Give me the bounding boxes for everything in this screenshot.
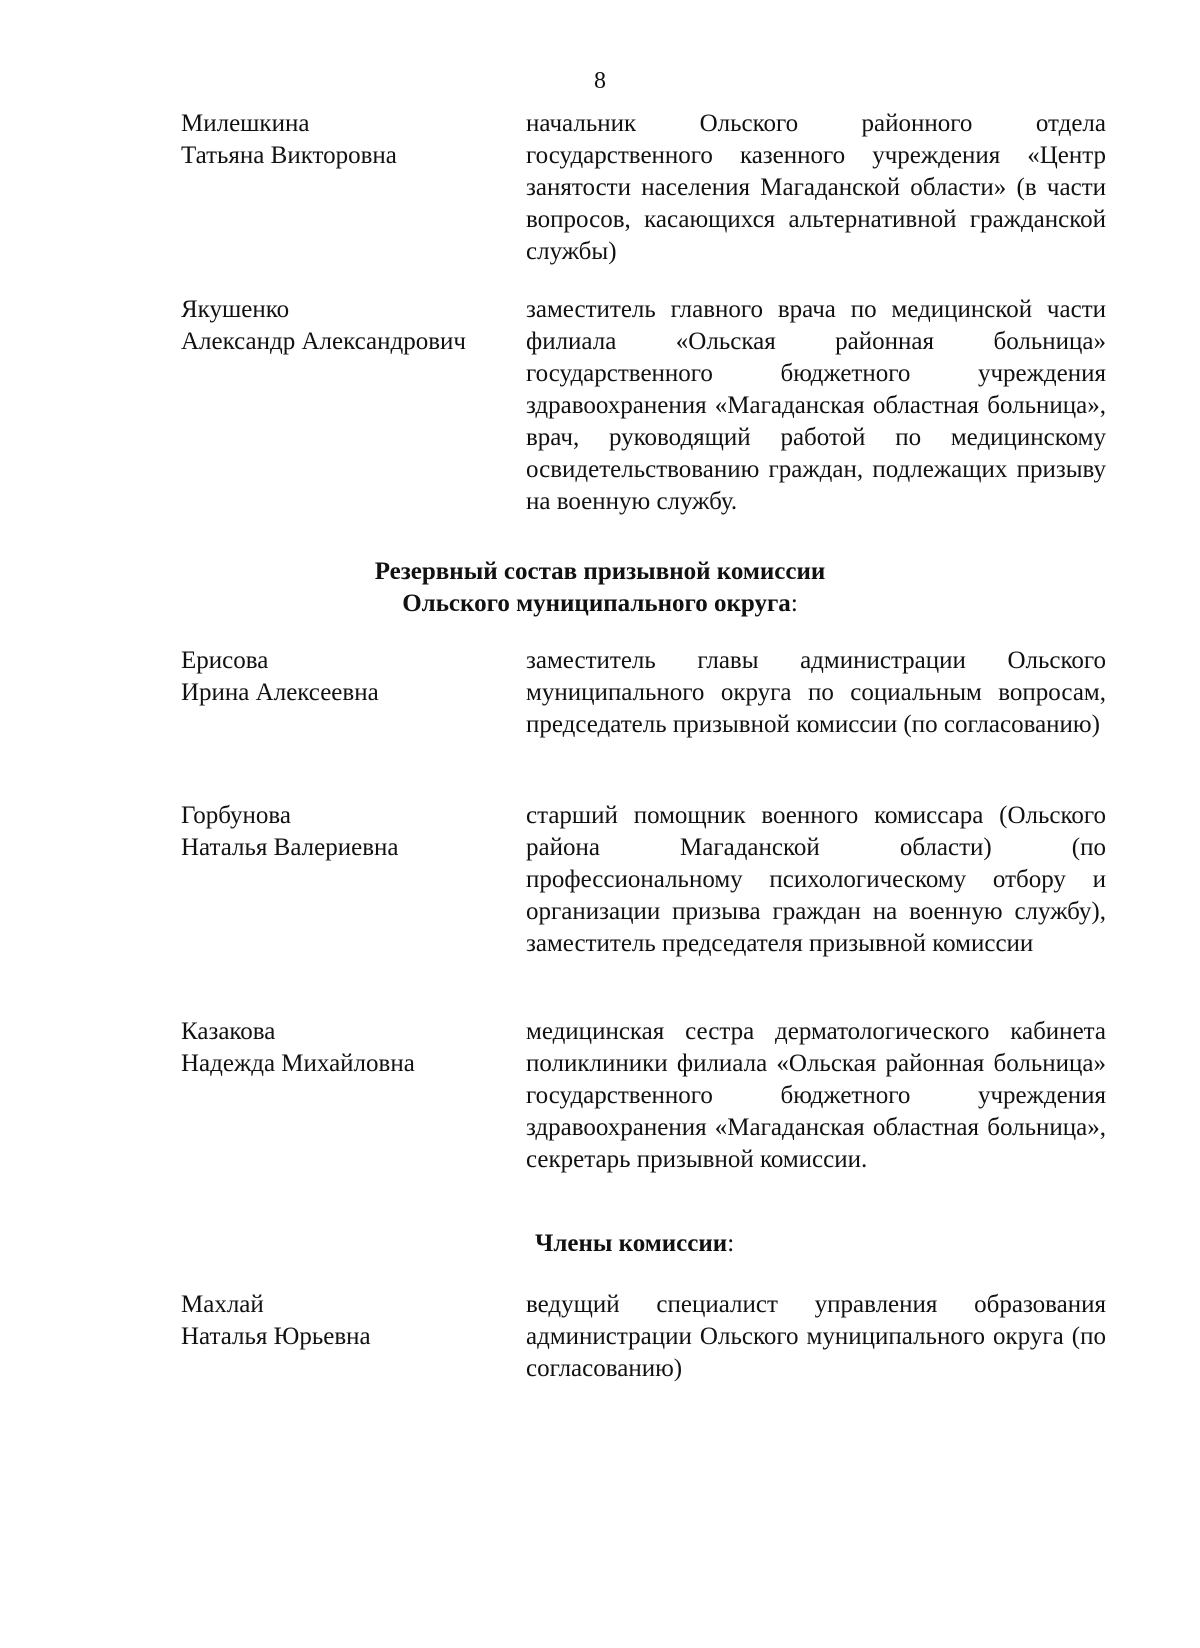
member-given-names: Александр Александрович (181, 328, 466, 355)
reserve-heading-line1: Резервный состав призывной комиссии (374, 558, 826, 585)
member-name (181, 108, 526, 172)
member-surname: Казакова (181, 1018, 276, 1045)
member-surname: Милешкина (181, 110, 310, 137)
member-name (181, 294, 526, 358)
members-heading-colon: : (727, 1230, 735, 1257)
member-surname: Ерисова (181, 647, 269, 674)
member-role: медицинская сестра дерматологического кабинета поликлиники филиала «Ольская районная больница» государственного бюджетного учреждения здравоохранения «Магаданская областная больница», секретарь призывной комиссии. (526, 1018, 1106, 1173)
page-number: 8 (594, 68, 606, 94)
member-role: ведущий специалист управления образования администрации Ольского муниципального округа (по согласованию) (526, 1291, 1106, 1382)
members-heading-label: Члены комиссии (535, 1230, 728, 1257)
member-name (181, 1016, 526, 1080)
reserve-member-entry (181, 800, 1106, 957)
member-role: заместитель главы администрации Ольского муниципального округа по социальным вопросам, председатель призывной комиссии (по согласованию) (526, 647, 1106, 738)
member-given-names: Ирина Алексеевна (181, 679, 379, 706)
member-entry (181, 294, 1106, 515)
member-surname: Якушенко (181, 296, 290, 323)
member-surname: Горбунова (181, 802, 291, 829)
member-name (181, 800, 526, 864)
reserve-member-entry (181, 1016, 1106, 1173)
member-role: старший помощник военного комиссара (Ольского района Магаданской области) (по профессиональному психологическому отбору и организации призыва граждан на военную службу), заместитель председателя призывной комиссии (526, 802, 1106, 957)
member-given-names: Наталья Юрьевна (181, 1323, 371, 1350)
member-given-names: Татьяна Викторовна (181, 142, 397, 169)
commission-member-entry (181, 1289, 1106, 1382)
member-given-names: Наталья Валериевна (181, 834, 399, 861)
member-name (181, 1289, 526, 1353)
member-entry (181, 108, 1106, 265)
reserve-member-entry (181, 645, 1106, 738)
member-name (181, 645, 526, 709)
member-role: начальник Ольского районного отдела государственного казенного учреждения «Центр занятости населения Магаданской области» (в части вопросов, касающихся альтернативной гражданской службы) (526, 110, 1106, 265)
reserve-section-heading (0, 556, 1200, 620)
member-role: заместитель главного врача по медицинской части филиала «Ольская районная больница» государственного бюджетного учреждения здравоохранения «Магаданская областная больница», врач, руководящий работой по медицинскому освидетельствованию граждан, подлежащих призыву на военную службу. (526, 296, 1106, 515)
member-surname: Махлай (181, 1291, 264, 1318)
members-section-heading (535, 1228, 734, 1260)
member-given-names: Надежда Михайловна (181, 1050, 415, 1077)
reserve-heading-line2: Ольского муниципального округа: (402, 590, 798, 617)
